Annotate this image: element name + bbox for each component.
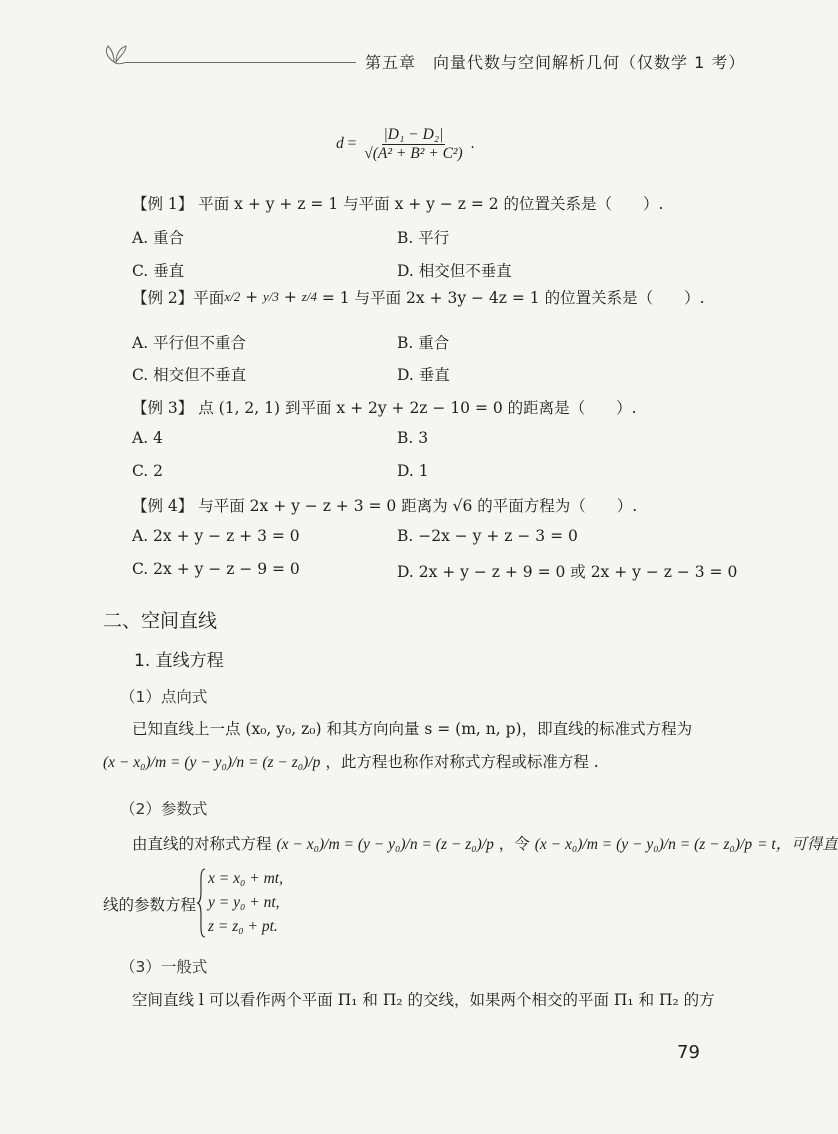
option-c: C. 2 bbox=[132, 462, 164, 480]
formula-eq: = bbox=[347, 135, 357, 153]
example-1 bbox=[132, 192, 663, 214]
option-a: A. 2x + y − z + 3 = 0 bbox=[132, 527, 300, 545]
example-question-suffix: = 1 与平面 2x + 3y − 4z = 1 的位置关系是（ ）. bbox=[321, 289, 705, 307]
paragraph-lead: 由直线的对称式方程 bbox=[132, 835, 272, 853]
example-2-fraction-x: x/2 bbox=[224, 289, 241, 304]
example-question-prefix: 平面 bbox=[193, 289, 225, 307]
parametric-intro-line bbox=[132, 832, 838, 854]
option-b: B. 平行 bbox=[397, 229, 450, 247]
example-2-fraction-y: y/3 bbox=[263, 289, 279, 304]
parametric-z: z = z₀ + pt. bbox=[208, 918, 278, 935]
option-a: A. 4 bbox=[132, 429, 163, 447]
formula-tail: . bbox=[470, 135, 475, 153]
option-b: B. 3 bbox=[397, 429, 429, 447]
option-d: D. 垂直 bbox=[397, 366, 450, 384]
option-d: D. 相交但不垂直 bbox=[397, 262, 512, 280]
example-question: 与平面 2x + y − z + 3 = 0 距离为 √6 的平面方程为（ ）. bbox=[198, 497, 638, 515]
paragraph-line: 空间直线 l 可以看作两个平面 Π₁ 和 Π₂ 的交线，如果两个相交的平面 Π₁ 和 Π₂ 的方 bbox=[132, 991, 715, 1009]
chapter-header: 第五章 向量代数与空间解析几何（仅数学 1 考） bbox=[365, 53, 746, 72]
example-label: 【例 4】 bbox=[132, 497, 194, 515]
parametric-x: x = x₀ + mt, bbox=[208, 870, 283, 887]
example-label: 【例 3】 bbox=[132, 399, 194, 417]
option-b: B. −2x − y + z − 3 = 0 bbox=[397, 527, 578, 545]
header-rule bbox=[124, 62, 356, 63]
example-2-fraction-z: z/4 bbox=[301, 289, 317, 304]
section-heading: 二、空间直线 bbox=[103, 610, 218, 632]
subsubsection-heading: （2）参数式 bbox=[120, 800, 208, 818]
subsubsection-heading: （1）点向式 bbox=[120, 688, 208, 706]
option-c: C. 垂直 bbox=[132, 262, 185, 280]
symmetric-equation-inline: (x − x₀)/m = (y − y₀)/n = (z − z₀)/p bbox=[276, 836, 494, 853]
subsection-heading: 1. 直线方程 bbox=[134, 651, 224, 671]
option-d: D. 1 bbox=[397, 462, 429, 480]
example-4 bbox=[132, 494, 637, 516]
symmetric-equation-line bbox=[103, 750, 599, 772]
paragraph-lead: 线的参数方程 bbox=[103, 896, 197, 914]
option-c: C. 相交但不垂直 bbox=[132, 366, 247, 384]
left-brace-icon bbox=[196, 868, 206, 938]
paragraph-tail: ，此方程也称作对称式方程或标准方程 . bbox=[325, 753, 599, 771]
example-label: 【例 2】 bbox=[132, 289, 194, 307]
distance-formula bbox=[336, 126, 474, 163]
formula-numerator: |D₁ − D₂| bbox=[383, 126, 444, 143]
page-number: 79 bbox=[677, 1042, 700, 1063]
option-c: C. 2x + y − z − 9 = 0 bbox=[132, 560, 300, 578]
example-2: 【例 2】 平面 x/2 + y/3 + z/4 = 1 与平面 2x + 3y − 4z = 1 的位置关系是（ ）. bbox=[132, 288, 705, 307]
example-3 bbox=[132, 396, 637, 418]
example-question: 点 (1, 2, 1) 到平面 x + 2y + 2z − 10 = 0 的距离是（ ）. bbox=[198, 399, 637, 417]
option-b: B. 重合 bbox=[397, 334, 450, 352]
option-d: D. 2x + y − z + 9 = 0 或 2x + y − z − 3 = 0 bbox=[397, 563, 738, 581]
paragraph-mid: ，令 bbox=[498, 835, 530, 853]
option-a: A. 重合 bbox=[132, 229, 185, 247]
example-question: 平面 x + y + z = 1 与平面 x + y − z = 2 的位置关系是（ ）. bbox=[198, 195, 664, 213]
symmetric-equation: (x − x₀)/m = (y − y₀)/n = (z − z₀)/p bbox=[103, 754, 321, 771]
example-label: 【例 1】 bbox=[132, 195, 194, 213]
formula-denominator: √(A² + B² + C²) bbox=[364, 145, 463, 162]
symmetric-equation-inline: (x − x₀)/m = (y − y₀)/n = (z − z₀)/p bbox=[534, 836, 753, 853]
paragraph-line: 已知直线上一点 (x₀, y₀, z₀) 和其方向向量 s = (m, n, p)，即直线的标准式方程为 bbox=[132, 720, 693, 738]
option-a: A. 平行但不重合 bbox=[132, 334, 247, 352]
subsubsection-heading: （3）一般式 bbox=[120, 958, 208, 976]
formula-lhs: d bbox=[336, 135, 344, 153]
paragraph-tail: = t，可得直 bbox=[757, 836, 838, 853]
parametric-y: y = y₀ + nt, bbox=[208, 894, 280, 911]
